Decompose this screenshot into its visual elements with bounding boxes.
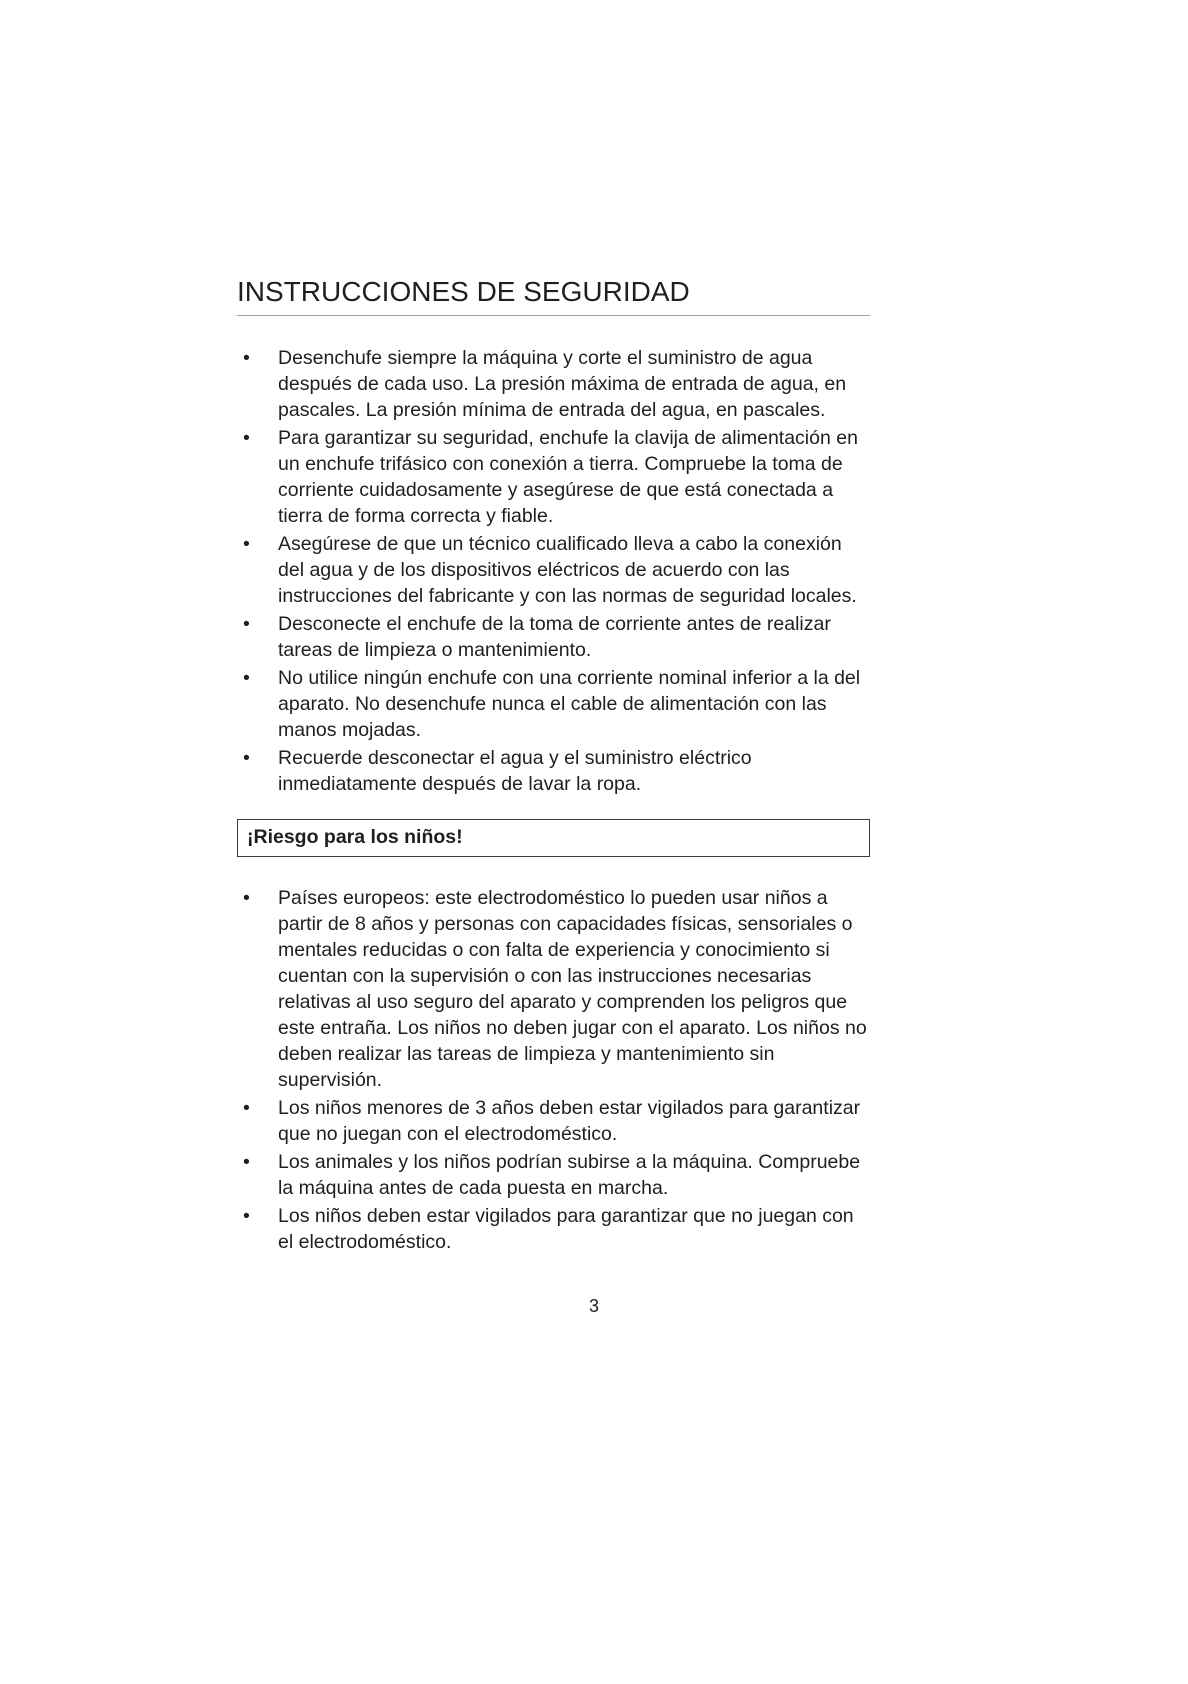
- page-content: [237, 276, 870, 1257]
- list-item: • Para garantizar su seguridad, enchufe la clavija de alimentación en un enchufe trifásico con conexión a tierra. Compruebe la toma de corriente cuidadosamente y asegúrese de que está conectada a tierra de forma correcta y fiable.: [237, 425, 870, 529]
- page-title: INSTRUCCIONES DE SEGURIDAD: [237, 276, 690, 307]
- children-risk-bullet-list: [237, 885, 870, 1255]
- list-item: • Desconecte el enchufe de la toma de corriente antes de realizar tareas de limpieza o mantenimiento.: [237, 611, 870, 663]
- list-item: • No utilice ningún enchufe con una corriente nominal inferior a la del aparato. No desenchufe nunca el cable de alimentación con las manos mojadas.: [237, 665, 870, 743]
- warning-box-heading: ¡Riesgo para los niños!: [237, 819, 870, 857]
- safety-bullet-list: [237, 345, 870, 797]
- list-item: • Los niños deben estar vigilados para garantizar que no juegan con el electrodoméstico.: [237, 1203, 870, 1255]
- list-item: • Recuerde desconectar el agua y el suministro eléctrico inmediatamente después de lavar la ropa.: [237, 745, 870, 797]
- list-item: • Asegúrese de que un técnico cualificado lleva a cabo la conexión del agua y de los dispositivos eléctricos de acuerdo con las instrucciones del fabricante y con las normas de seguridad locales.: [237, 531, 870, 609]
- list-item: • Los niños menores de 3 años deben estar vigilados para garantizar que no juegan con el electrodoméstico.: [237, 1095, 870, 1147]
- page-number: 3: [588, 1296, 599, 1316]
- list-item: • Desenchufe siempre la máquina y corte el suministro de agua después de cada uso. La presión máxima de entrada de agua, en pascales. La presión mínima de entrada del agua, en pascales.: [237, 345, 870, 423]
- list-item: • Los animales y los niños podrían subirse a la máquina. Compruebe la máquina antes de cada puesta en marcha.: [237, 1149, 870, 1201]
- title-rule: [237, 315, 870, 316]
- list-item: • Países europeos: este electrodoméstico lo pueden usar niños a partir de 8 años y personas con capacidades físicas, sensoriales o mentales reducidas o con falta de experiencia y conocimiento si cuentan con la supervisión o con las instrucciones necesarias relativas al uso seguro del aparato y comprenden los peligros que este entraña. Los niños no deben jugar con el aparato. Los niños no deben realizar las tareas de limpieza y mantenimiento sin supervisión.: [237, 885, 870, 1093]
